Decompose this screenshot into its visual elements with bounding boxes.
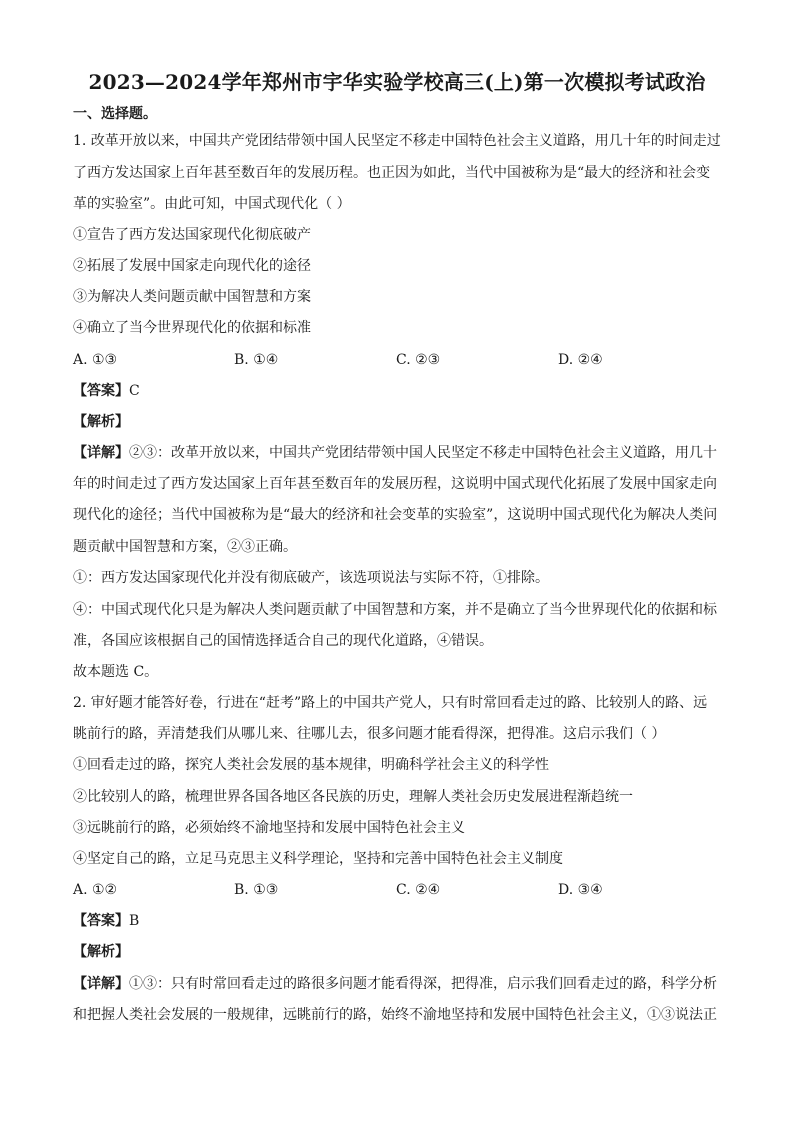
q2-option-d: D. ③④ xyxy=(558,882,603,898)
answer-tag: 【答案】 xyxy=(73,913,129,929)
page-title: 2023—2024学年郑州市宇华实验学校高三(上)第一次模拟考试政治 xyxy=(88,70,706,94)
q2-detail-line: 和把握人类社会发展的一般规律，远眺前行的路，始终不渝地坚持和发展中国特色社会主义，①③说法正 xyxy=(73,1007,717,1023)
detail-tag: 【详解】 xyxy=(73,445,129,461)
q2-item: ②比较别人的路，梳理世界各国各地区各民族的历史，理解人类社会历史发展进程渐趋统一 xyxy=(73,789,633,805)
q1-item: ②拓展了发展中国家走向现代化的途径 xyxy=(73,258,311,274)
detail-text: ①③：只有时常回看走过的路很多问题才能看得深，把得准，启示我们回看走过的路，科学分析 xyxy=(129,976,717,992)
answer-value: B xyxy=(129,913,140,929)
q1-item: ④确立了当今世界现代化的依据和标准 xyxy=(73,320,311,336)
q1-detail-line: 年的时间走过了西方发达国家上百年甚至数百年的发展历程，这说明中国式现代化拓展了发展中国家走向 xyxy=(73,476,717,492)
q1-stem-line: 革的实验室”。由此可知，中国式现代化（ ） xyxy=(73,196,351,212)
q2-option-b: B. ①③ xyxy=(234,882,279,898)
q1-answer-line xyxy=(73,381,140,401)
q1-detail-line: 现代化的途径；当代中国被称为是“最大的经济和社会变革的实验室”，这说明中国式现代化为解决人类问 xyxy=(73,507,718,523)
q1-item: ③为解决人类问题贡献中国智慧和方案 xyxy=(73,289,311,305)
q1-detail-line: ①：西方发达国家现代化并没有彻底破产，该选项说法与实际不符，①排除。 xyxy=(73,570,549,586)
q1-detail-line: 准，各国应该根据自己的国情选择适合自己的现代化道路，④错误。 xyxy=(73,633,493,649)
q1-detail-line: ④：中国式现代化只是为解决人类问题贡献了中国智慧和方案，并不是确立了当今世界现代化的依据和标 xyxy=(73,602,717,618)
q2-item: ③远眺前行的路，必须始终不渝地坚持和发展中国特色社会主义 xyxy=(73,820,465,836)
q1-detail-line: 故本题选 C。 xyxy=(73,664,159,680)
section-heading: 一、选择题。 xyxy=(73,106,157,122)
q2-answer-line xyxy=(73,911,139,931)
q1-option-d: D. ②④ xyxy=(558,352,603,368)
q1-option-c: C. ②③ xyxy=(396,352,441,368)
q2-option-a: A. ①② xyxy=(73,882,118,898)
q2-stem-line: 2. 审好题才能答好卷，行进在“赶考”路上的中国共产党人，只有时常回看走过的路、比较别人的路、远 xyxy=(73,695,708,711)
q2-option-c: C. ②④ xyxy=(396,882,441,898)
q2-stem-line: 眺前行的路，弄清楚我们从哪儿来、往哪儿去，很多问题才能看得深，把得准。这启示我们（ ） xyxy=(73,726,666,742)
detail-tag: 【详解】 xyxy=(73,976,129,992)
analysis-tag: 【解析】 xyxy=(73,944,129,960)
q1-stem-line: 1. 改革开放以来，中国共产党团结带领中国人民坚定不移走中国特色社会主义道路，用几十年的时间走过 xyxy=(73,133,721,149)
q1-option-a: A. ①③ xyxy=(73,352,118,368)
q1-stem-line: 了西方发达国家上百年甚至数百年的发展历程。也正因为如此，当代中国被称为是“最大的经济和社会变 xyxy=(73,165,711,181)
q1-detail-line xyxy=(73,443,717,463)
q1-option-b: B. ①④ xyxy=(234,352,279,368)
q2-item: ④坚定自己的路，立足马克思主义科学理论，坚持和完善中国特色社会主义制度 xyxy=(73,851,563,867)
answer-tag: 【答案】 xyxy=(73,383,129,399)
answer-value: C xyxy=(129,383,140,399)
detail-text: ②③：改革开放以来，中国共产党团结带领中国人民坚定不移走中国特色社会主义道路，用几十 xyxy=(129,445,717,461)
q2-detail-line xyxy=(73,974,717,994)
q1-item: ①宣告了西方发达国家现代化彻底破产 xyxy=(73,227,311,243)
analysis-tag: 【解析】 xyxy=(73,414,129,430)
q1-detail-line: 题贡献中国智慧和方案，②③正确。 xyxy=(73,539,297,555)
q2-item: ①回看走过的路，探究人类社会发展的基本规律，明确科学社会主义的科学性 xyxy=(73,757,549,773)
